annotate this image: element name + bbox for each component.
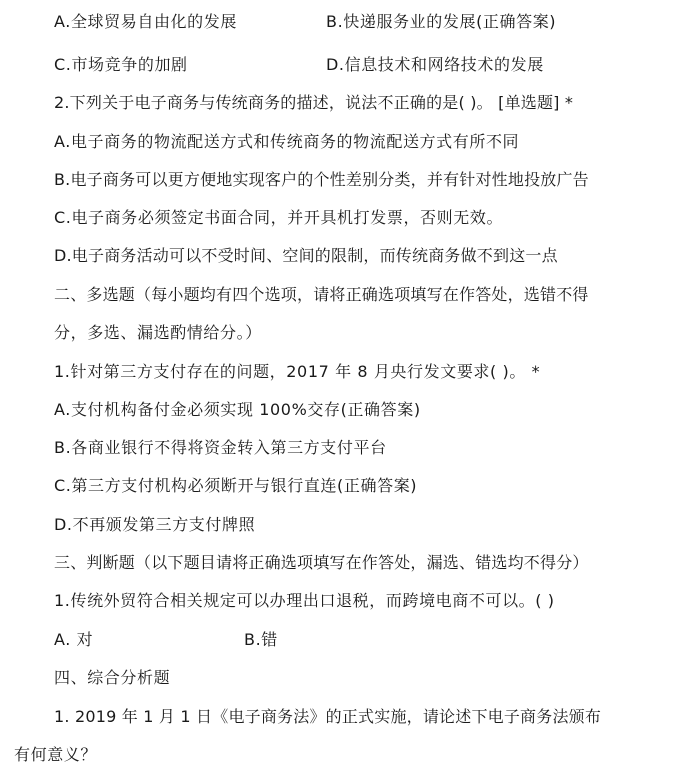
section4-q1-line1: 1. 2019 年 1 月 1 日《电子商务法》的正式实施，请论述下电子商务法颁布	[54, 707, 602, 726]
section3-options-row	[54, 629, 278, 651]
section2-q1-stem: 1.针对第三方支付存在的问题，2017 年 8 月央行发文要求( )。 *	[54, 362, 541, 381]
q1-option-d: D.信息技术和网络技术的发展	[326, 55, 544, 74]
section3-option-b: B.错	[244, 630, 278, 649]
q2-stem: 2.下列关于电子商务与传统商务的描述，说法不正确的是( )。 [单选题] *	[54, 93, 574, 112]
section2-heading-line2: 分，多选、漏选酌情给分。）	[54, 323, 262, 342]
q2-option-d: D.电子商务活动可以不受时间、空间的限制，而传统商务做不到这一点	[54, 246, 558, 265]
section4-q1-line2: 有何意义？	[14, 745, 98, 764]
section2-option-d: D.不再颁发第三方支付牌照	[54, 515, 256, 534]
q2-option-c: C.电子商务必须签定书面合同，并开具机打发票，否则无效。	[54, 208, 504, 227]
section2-option-b: B.各商业银行不得将资金转入第三方支付平台	[54, 438, 387, 457]
q1-option-a: A.全球贸易自由化的发展	[54, 12, 237, 31]
section3-heading: 三、判断题（以下题目请将正确选项填写在作答处，漏选、错选均不得分）	[54, 553, 589, 572]
section4-heading: 四、综合分析题	[54, 668, 171, 687]
section3-q1-stem: 1.传统外贸符合相关规定可以办理出口退税，而跨境电商不可以。( )	[54, 591, 555, 610]
q2-option-a: A.电子商务的物流配送方式和传统商务的物流配送方式有所不同	[54, 132, 520, 151]
section2-heading-line1: 二、多选题（每小题均有四个选项，请将正确选项填写在作答处，选错不得	[54, 285, 589, 304]
section2-option-c: C.第三方支付机构必须断开与银行直连(正确答案)	[54, 476, 418, 495]
section3-option-a: A. 对	[54, 630, 94, 649]
q1-option-c: C.市场竞争的加剧	[54, 55, 188, 74]
q1-option-row-2	[54, 54, 544, 76]
section2-option-a: A.支付机构备付金必须实现 100%交存(正确答案)	[54, 400, 421, 419]
q2-option-b: B.电子商务可以更方便地实现客户的个性差别分类，并有针对性地投放广告	[54, 170, 589, 189]
q1-option-b: B.快递服务业的发展(正确答案)	[326, 12, 557, 31]
q1-option-row-1	[54, 11, 557, 33]
